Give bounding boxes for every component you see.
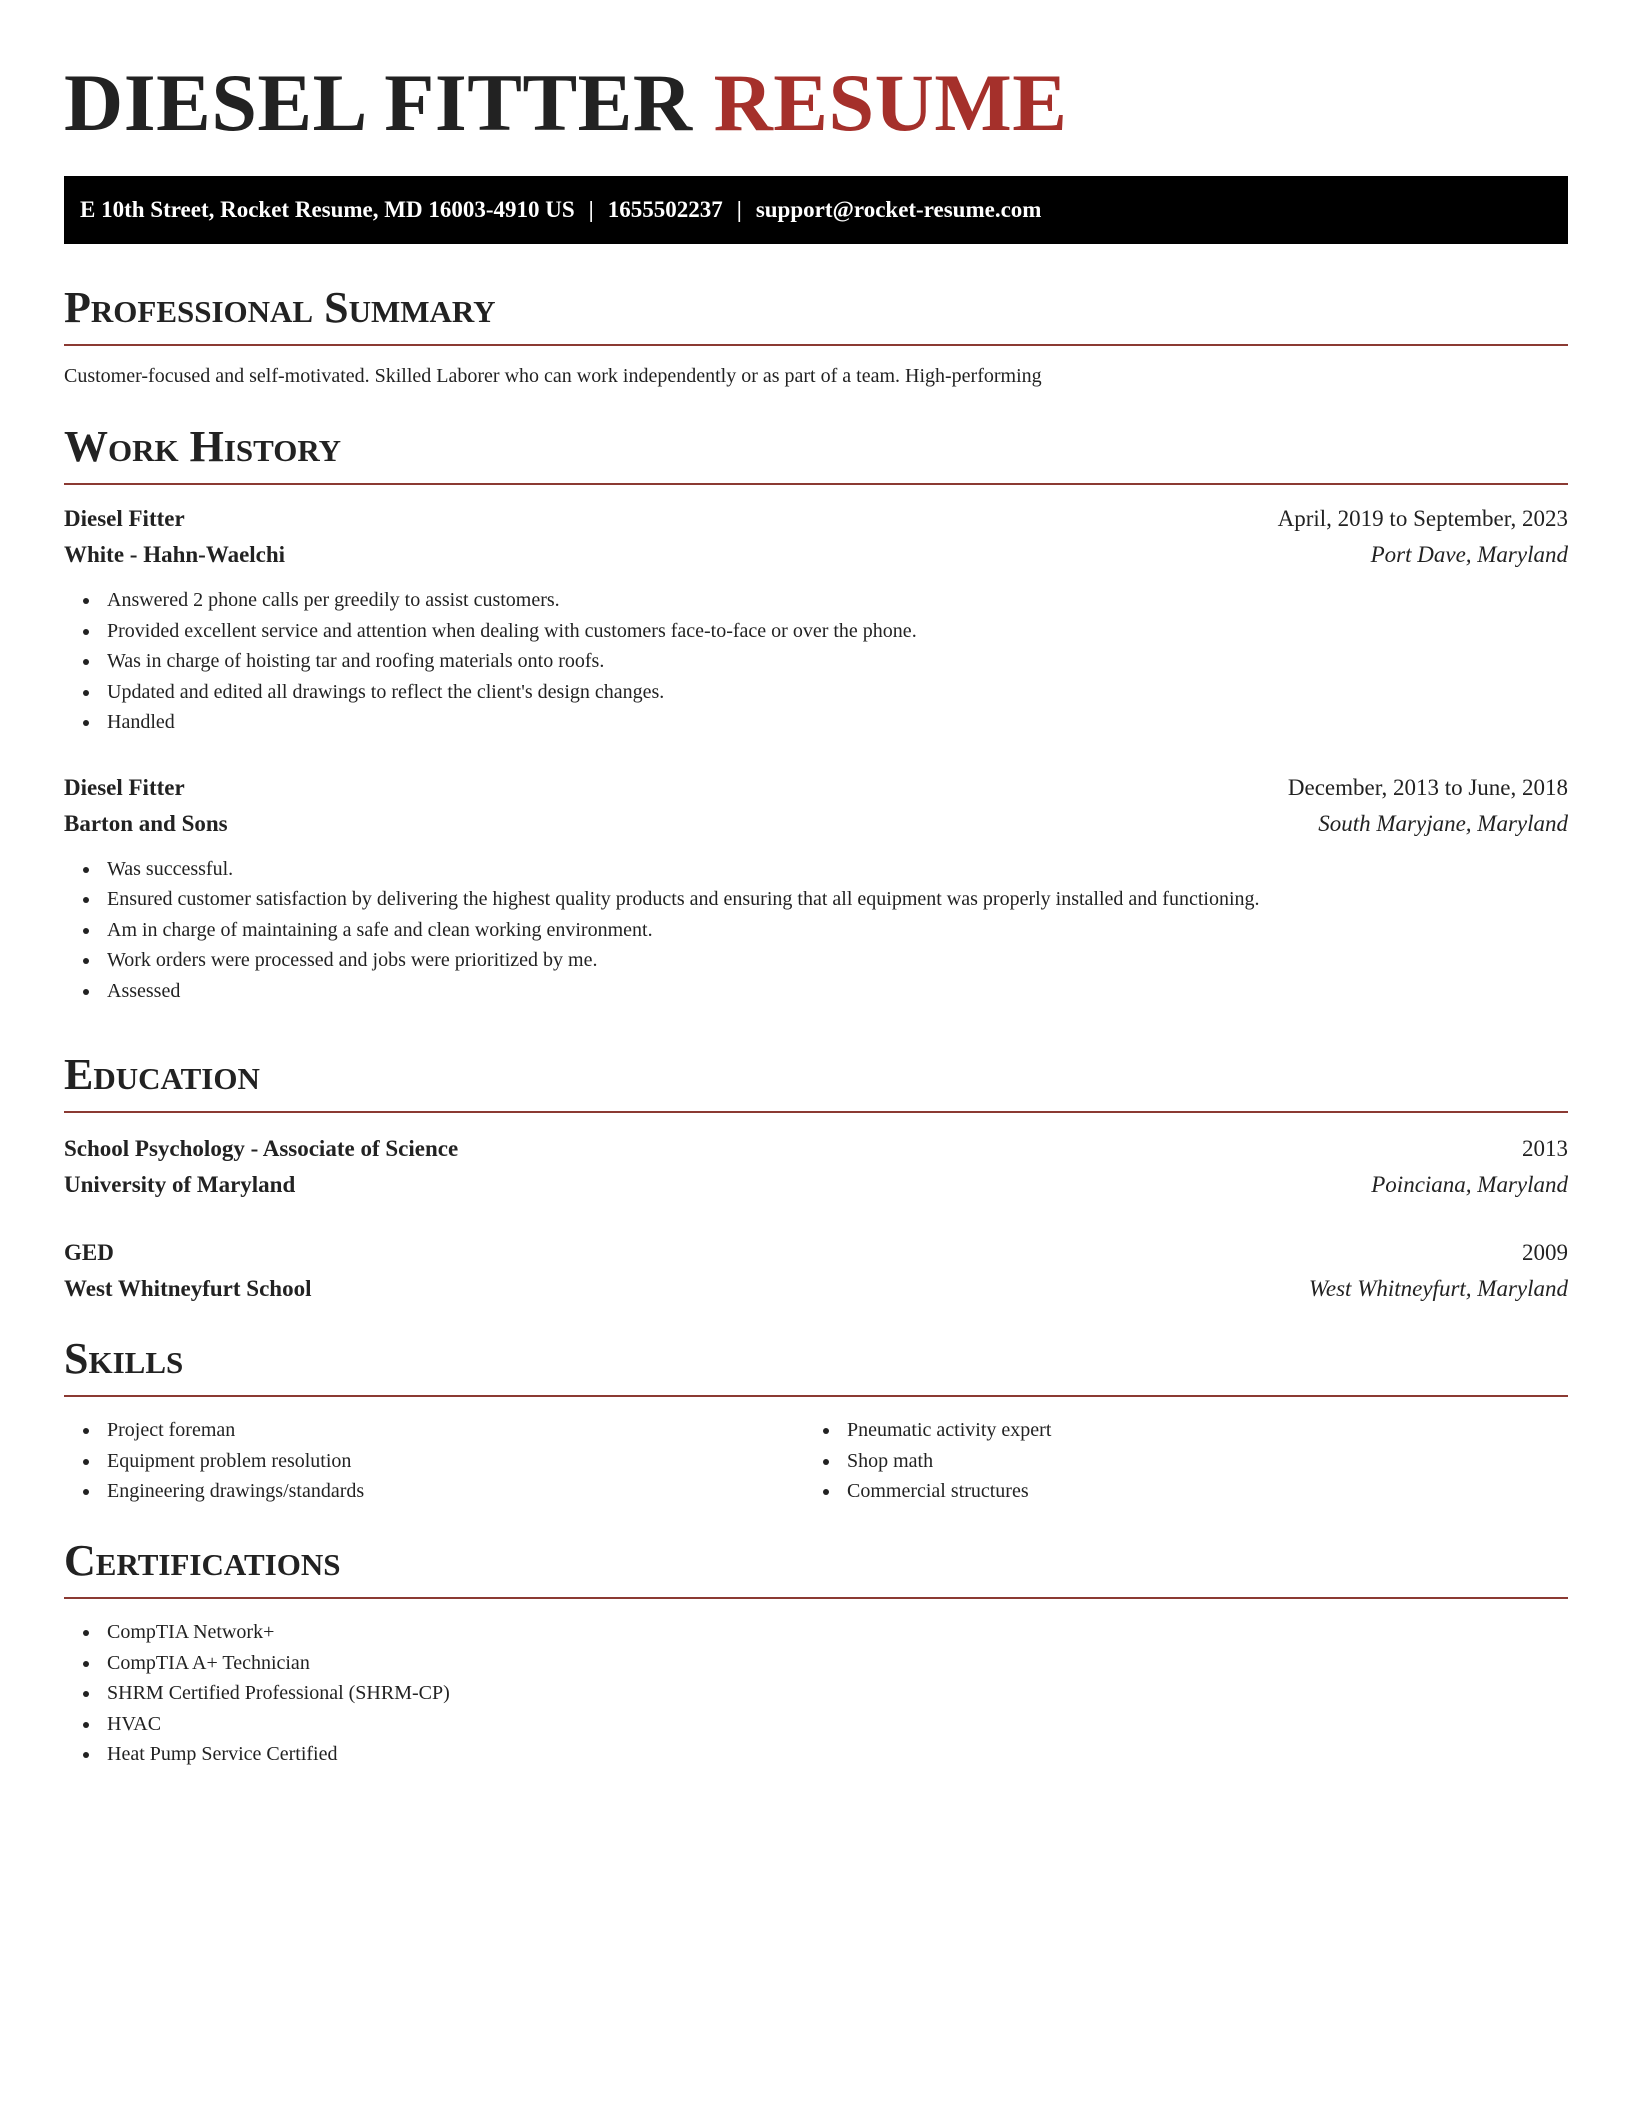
list-item: Commercial structures [804,1476,1051,1507]
list-item: Handled [64,707,1568,738]
job-location: Port Dave, Maryland [1370,542,1568,567]
list-item: Shop math [804,1446,1051,1477]
title-resume-word: RESUME [713,57,1068,148]
education-school: University of Maryland [64,1172,296,1197]
list-item: Pneumatic activity expert [804,1415,1051,1446]
list-item: Assessed [64,976,1568,1007]
job-dates: April, 2019 to September, 2023 [1277,506,1568,531]
contact-email: support@rocket-resume.com [755,197,1042,222]
education-entry [64,1235,1568,1307]
job-entry [64,501,1568,738]
list-item: CompTIA Network+ [64,1617,1568,1648]
list-item: Updated and edited all drawings to reflect the client's design changes. [64,677,1568,708]
skills-heading: Skills [64,1333,1568,1397]
list-item: Am in charge of maintaining a safe and clean working environment. [64,915,1568,946]
work-history-heading: Work History [64,421,1568,485]
job-company-row [64,537,1568,573]
contact-address: E 10th Street, Rocket Resume, MD 16003-4910 US [80,197,575,222]
list-item: Project foreman [64,1415,364,1446]
education-degree-row [64,1131,1568,1167]
education-school-row [64,1271,1568,1307]
job-duties-list [64,854,1568,1007]
contact-phone: 1655502237 [607,197,723,222]
skills-columns [64,1415,1568,1511]
job-company: White - Hahn-Waelchi [64,542,286,567]
contact-separator: | [736,197,742,222]
resume-title [64,58,1067,148]
job-dates: December, 2013 to June, 2018 [1287,774,1568,800]
education-school: West Whitneyfurt School [64,1276,312,1301]
job-entry [64,770,1568,1007]
list-item: HVAC [64,1709,1568,1740]
list-item: Provided excellent service and attention when dealing with customers face-to-face or over the phone. [64,616,1568,647]
work-history-section [64,421,1568,1006]
education-degree: GED [64,1240,114,1265]
job-title-row [64,770,1568,806]
education-year: 2009 [1522,1240,1568,1265]
skills-section [64,1333,1568,1511]
education-degree: School Psychology - Associate of Science [64,1136,459,1161]
list-item: Equipment problem resolution [64,1446,364,1477]
list-item: Ensured customer satisfaction by delivering the highest quality products and ensuring that all equipment was properly installed and functioning. [64,884,1568,915]
list-item: Was in charge of hoisting tar and roofing materials onto roofs. [64,646,1568,677]
contact-bar [64,176,1568,244]
list-item: Was successful. [64,854,1568,885]
list-item: Work orders were processed and jobs were prioritized by me. [64,945,1568,976]
education-location: West Whitneyfurt, Maryland [1308,1276,1568,1301]
education-year: 2013 [1522,1136,1568,1161]
job-company: Barton and Sons [64,810,228,836]
job-title: Diesel Fitter [64,774,185,800]
summary-section [64,282,1568,390]
education-heading: Education [64,1049,1568,1113]
job-company-row [64,806,1568,842]
summary-text: Customer-focused and self-motivated. Skilled Laborer who can work independently or as part of a team. High-performing [64,365,1042,387]
list-item: Answered 2 phone calls per greedily to assist customers. [64,585,1568,616]
job-duties-list [64,585,1568,738]
list-item: CompTIA A+ Technician [64,1648,1568,1679]
job-title: Diesel Fitter [64,506,185,531]
summary-heading: Professional Summary [64,282,1568,346]
skills-column-1 [64,1415,364,1507]
list-item: Heat Pump Service Certified [64,1739,1568,1770]
education-location: Poinciana, Maryland [1371,1172,1568,1197]
education-degree-row [64,1235,1568,1271]
job-title-row [64,501,1568,537]
list-item: SHRM Certified Professional (SHRM-CP) [64,1678,1568,1709]
skills-column-2 [804,1415,1051,1507]
education-school-row [64,1167,1568,1203]
education-entry [64,1131,1568,1203]
job-location: South Maryjane, Maryland [1318,810,1568,836]
certifications-list [64,1617,1568,1770]
certifications-section [64,1535,1568,1770]
title-role: DIESEL FITTER [64,57,693,148]
certifications-heading: Certifications [64,1535,1568,1599]
education-section [64,1049,1568,1307]
contact-separator: | [588,197,594,222]
list-item: Engineering drawings/standards [64,1476,364,1507]
